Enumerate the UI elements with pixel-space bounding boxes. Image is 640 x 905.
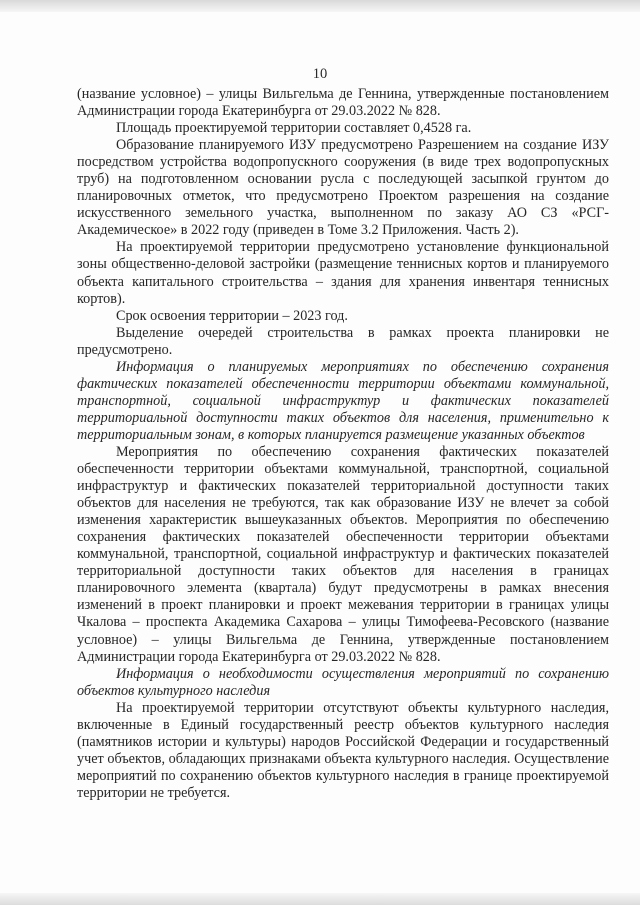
section-heading-cultural-heritage: Информация о необходимости осуществления мероприятий по сохранению объектов культурного наследия (77, 665, 609, 699)
scan-top-edge (0, 0, 640, 12)
paragraph-development-term: Срок освоения территории – 2023 год. (116, 307, 348, 324)
paragraph-functional-zone: На проектируемой территории предусмотрено установление функциональной зоны общественно-деловой застройки (размещение теннисных кортов и планируемого объекта капитального строительства – здания для хранения инвентаря теннисных кортов). (77, 239, 609, 307)
paragraph-continuation: (название условное) – улицы Вильгельма де Геннина, утвержденные постановлением Администрации города Екатеринбурга от 29.03.2022 № 828. (77, 86, 609, 120)
paragraph-izu-formation: Образование планируемого ИЗУ предусмотрено Разрешением на создание ИЗУ посредством устройства водопропускного сооружения (в виде трех водопропускных труб) на подготовленном основании русла с последующей засыпкой грунтом до планировочных отметок, что предусмотрено Проектом разрешения на создание искусственного земельного участка, выполненном по заказу АО СЗ «РСГ-Академическое» в 2022 году (приведен в Томе 3.2 Приложения. Часть 2). (77, 137, 609, 239)
scan-bottom-edge (0, 893, 640, 905)
document-body (77, 86, 609, 802)
paragraph-area: Площадь проектируемой территории составляет 0,4528 га. (116, 120, 472, 137)
paragraph-infrastructure-measures: Мероприятия по обеспечению сохранения фактических показателей обеспеченности территории объектами коммунальной, транспортной, социальной инфраструктур и фактических показателей территориальной доступности таких объектов для населения не требуются, так как образование ИЗУ не влечет за собой изменения характеристик вышеуказанных объектов. Мероприятия по обеспечению сохранения фактических показателей обеспеченности территории объектами коммунальной, транспортной, социальной инфраструктур и фактических показателей территориальной доступности таких объектов для населения в границах планировочного элемента (квартала) будут предусмотрены в рамках внесения изменений в проект планировки и проект межевания территории в границах улицы Чкалова – проспекта Академика Сахарова – улицы Тимофеева-Ресовского (название условное) – улицы Вильгельма де Геннина, утвержденные постановлением Администрации города Екатеринбурга от 29.03.2022 № 828. (77, 443, 609, 665)
paragraph-cultural-heritage: На проектируемой территории отсутствуют объекты культурного наследия, включенные в Единый государственный реестр объектов культурного наследия (памятников истории и культуры) народов Российской Федерации и государственный учет объектов, обладающих признаками объекта культурного наследия. Осуществление мероприятий по сохранению объектов культурного наследия в границе проектируемой территории не требуется. (77, 699, 609, 801)
page-number: 10 (312, 66, 328, 82)
paragraph-construction-stages: Выделение очередей строительства в рамках проекта планировки не предусмотрено. (77, 324, 609, 358)
section-heading-infrastructure: Информация о планируемых мероприятиях по обеспечению сохранения фактических показателей обеспеченности территории объектами коммунальной, транспортной, социальной инфраструктур и фактических показателей территориальной доступности таких объектов для населения, применительно к территориальным зонам, в которых планируется размещение указанных объектов (77, 358, 609, 443)
